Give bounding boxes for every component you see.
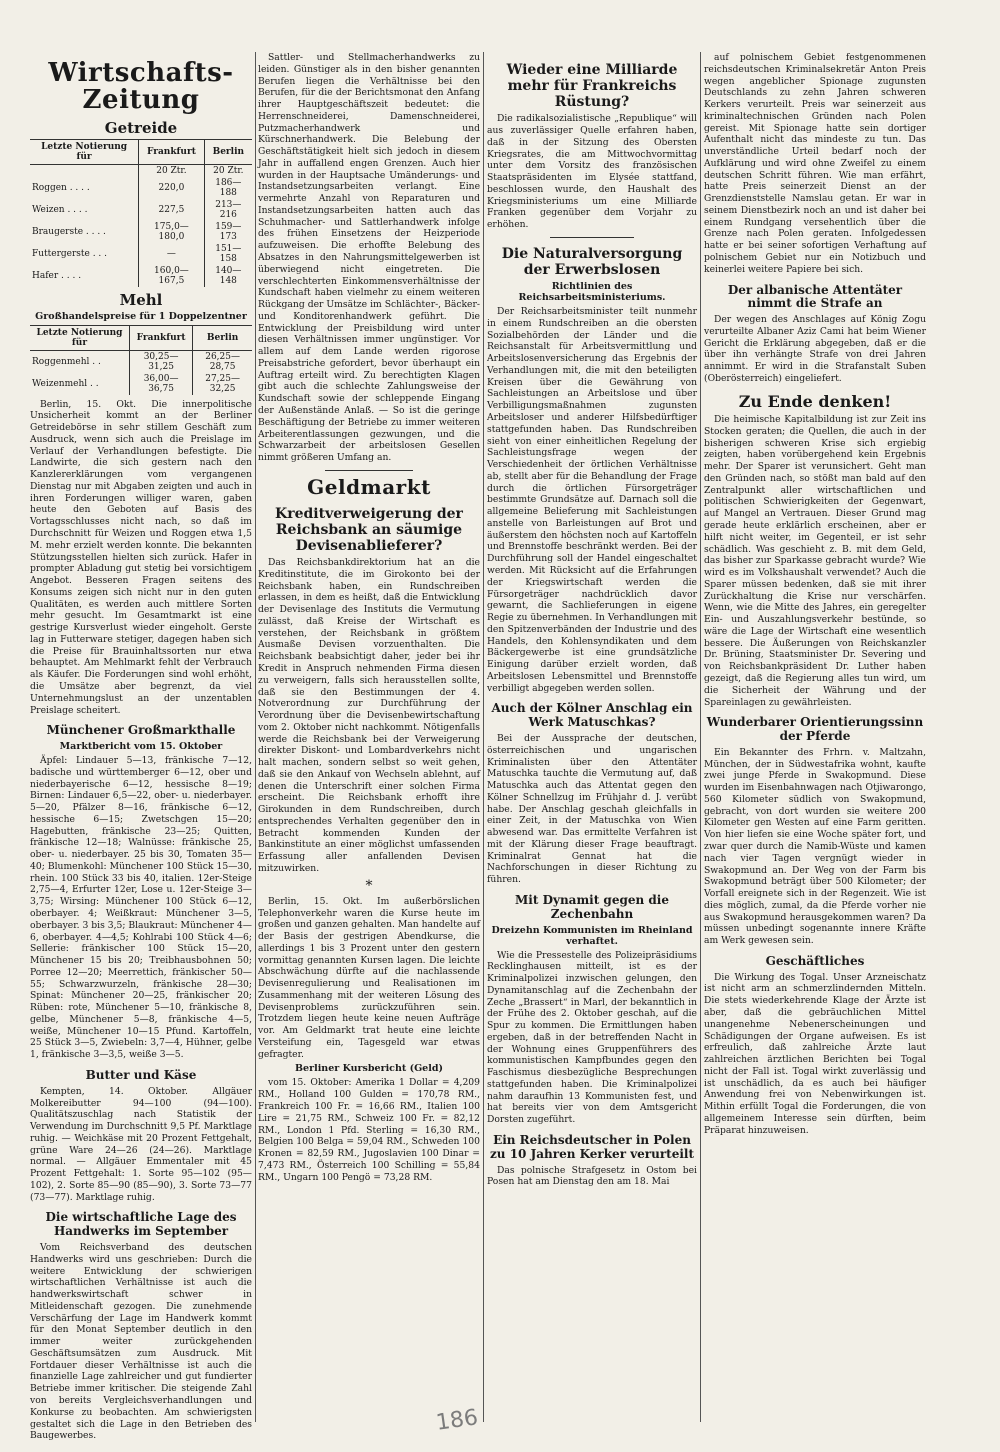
table-cell: 160,0—167,5: [139, 265, 205, 287]
table-header: Berlin: [204, 139, 252, 164]
column-1: [30, 52, 252, 1442]
article-body: Äpfel: Lindauer 5—13, fränkische 7—12, badische und württemberger 6—12, ober und niederbayerische 6—12, hessische 8—19; Birnen: Lindauer 6,5—22, ober- u. niederbayer. 5—20, Pfälzer 8—16, fränkische 6—12, hessische 6—15; Zwetschgen 15—20; Hagebutten, fränkische 23—25; Quitten, fränkische 12—18; Walnüsse: fränkische 25, ober- u. niederbayer. 25 bis 30, Tomaten 35—40; Blumenkohl: Münchener 100 Stück 15—30, rhein. 100 Stück 33 bis 40, italien. 12er-Steige 2,75—4, Erfurter 12er, Lose u. 12er-Steige 3—3,75; Wirsing: Münchener 100 Stück 6—12, oberbayer. 4; Weißkraut: Münchener 3—5, oberbayer. 3 bis 3,5; Blaukraut: Münchener 4—6, oberbayer. 4—4,5; Kohlrabi 100 Stück 4—6; Sellerie: fränkischer 100 Stück 15—20, Münchener 15 bis 20; Treibhausbohnen 50; Porree 12—20; Meerrettich, fränkischer 50—55; Schwarzwurzeln, fränkische 28—30; Spinat: Münchener 20—25, fränkischer 20; Rüben: rote, Münchener 5—10, fränkische 8, gelbe, Münchener 5—8, fränkische 4—5, weiße, Münchener 10—15 Pfund. Kartoffeln, 25 Stück 3—5, Zwiebeln: 3,7—4, Hühner, gelbe 1, fränkische 3—3,5, weiße 3—5.: [30, 755, 252, 1061]
article-heading: Butter und Käse: [85, 1067, 197, 1082]
table-row: [30, 350, 252, 373]
article-body: Kempten, 14. Oktober. Allgäuer Molkereibutter 94—100 (94—100). Qualitätszuschlag nach Statistik der Verwendung im Durchschnitt 9,5 Pf. Marktlage ruhig. — Weichkäse mit 20 Prozent Fettgehalt, grüne Ware 24—26 (24—26). Marktlage normal. — Allgäuer Emmentaler mit 45 Prozent Fettgehalt: 1. Sorte 95—102 (95—102), 2. Sorte 85—90 (85—90), 3. Sorte 73—77 (73—77). Marktlage ruhig.: [30, 1085, 252, 1203]
table-cell: 20 Ztr.: [204, 164, 252, 177]
article-body: Das polnische Strafgesetz in Ostom bei Posen hat am Dienstag den am 18. Mai: [487, 1164, 697, 1188]
table-cell: Weizen . . . .: [32, 204, 88, 215]
table-cell: 27,25—32,25: [193, 373, 252, 395]
column-rule: [700, 52, 701, 1422]
article-body: Vom Reichsverband des deutschen Handwerks wird uns geschrieben: Durch die weitere Entwicklung der schwierigen wirtschaftlichen Verhältnisse ist auch die handwerkswirtschaft schwer in Mitleidenschaft gezogen. Die zunehmende Verschärfung der Lage im Handwerk kommt für den Monat September deutlich in den immer weiter zurückgehenden Geschäftsumsätzen zum Ausdruck. Mit Fortdauer dieser Verhältnisse ist auch die finanzielle Lage zahlreicher und gut fundierter Betriebe immer kritischer. Die steigende Zahl von bereits Vergleichsverhandlungen und Konkurse zu beobachten. Am schwierigsten gestaltet sich die Lage in den Betrieben des Baugewerbes.: [30, 1242, 252, 1442]
getreide-heading: Getreide: [104, 118, 178, 137]
table-header: Letzte Notierung für: [30, 325, 129, 350]
article-body: Das Reichsbankdirektorium hat an die Kreditinstitute, die im Girokonto bei der Reichsbank haben, ein Rundschreiben erlassen, in dem es heißt, daß die Entwicklung der Devisenlage des Instituts die Vermutung zulässt, daß Kreise der Wirtschaft es verstehen, der Reichsbank in größtem Ausmaße Devisen vorzuenthalten. Die Reichsbank beabsichtigt daher, jeder bei ihr Kredit in Anspruch nehmenden Firma diesen zu verweigern, falls sich herausstellen sollte, daß sie den Bestimmungen der 4. Notverordnung zur Durchführung der Verordnung über die Devisenbewirtschaftung vom 2. Oktober nicht nachkommt. Nötigenfalls werde die Reichsbank bei der Verweigerung direkter Diskont- und Lombardverkehrs nicht halt machen, sondern selbst so weit gehen, daß sie den Ankauf von Wechseln ablehnt, auf denen die Unterschrift einer solchen Firma erscheint. Die Reichsbank erhofft ihre Girokunden in dem Rundschreiben, durch entsprechendes Verhalten gegenüber den in Betracht kommenden Kunden der Bankinstitute an einer möglichst umfassenden Erfassung aller anfallenden Devisen mitzuwirken.: [258, 557, 480, 874]
article-heading: Der albanische Attentäter nimmt die Strafe an: [727, 282, 903, 311]
table-header: Letzte Notierung für: [30, 139, 139, 164]
article-heading: Zu Ende denken!: [738, 391, 892, 411]
table-row: [30, 221, 252, 243]
article-heading: Die Naturalversorgung der Erwerbslosen: [501, 245, 683, 279]
column-4: [704, 52, 926, 1422]
table-row: [30, 177, 252, 199]
article-body: Sattler- und Stellmacherhandwerks zu leiden. Günstiger als in den bisher genannten Berufen liegen die Verhältnisse bei den Berufen, für die der Berichtsmonat den Anfang ihrer Hauptgeschäftszeit bedeutet: die Herrenschneiderei, Damenschneiderei, Putzmacherhandwerk und Kürschnerhandwerk. Die Belebung der Geschäftstätigkeit hielt sich jedoch in diesem Jahr in auffallend engen Grenzen. Auch hier wurden in der Hauptsache Umänderungs- und Instandsetzungsarbeiten verlangt. Eine vermehrte Anzahl von Reparaturen und Instandsetzungsarbeiten hatten auch das Schuhmacher- und Sattlerhandwerk infolge des frühen Einsetzens der Heizperiode aufzuweisen. Die erhoffte Belebung des Absatzes in den Nahrungsmittelgewerben ist überwiegend nicht eingetreten. Die verschlechterten Einkommensverhältnisse der Kundschaft haben vielmehr zu einem weiteren Rückgang der Umsätze im Schlächter-, Bäcker- und Konditorenhandwerk geführt. Die Entwicklung der Preisbildung wird unter diesen Verhältnissen immer ungünstiger. Vor allem auf dem Lande werden rigorose Preisabstriche gefordert, bevor überhaupt ein Auftrag erteilt wird. Zu berechtigten Klagen gibt auch die schlechte Zahlungsweise der Kundschaft sowie der schleppende Eingang der Außenstände Anlaß. — So ist die geringe Beschäftigung der Betriebe zu immer weiteren Arbeiterentlassungen gezwungen, und die Schwarzarbeit der arbeitslosen Gesellen nimmt größeren Umfang an.: [258, 52, 480, 464]
article-heading: Münchener Großmarkthalle: [46, 723, 236, 738]
table-cell: 186—188: [204, 177, 252, 199]
masthead: Wirtschafts-Zeitung: [48, 58, 234, 116]
column-rule: [255, 52, 256, 1422]
table-cell: 20 Ztr.: [139, 164, 205, 177]
geldmarkt-heading: Geldmarkt: [307, 474, 431, 499]
mehl-heading: Mehl: [119, 290, 163, 309]
article-body: Berlin, 15. Okt. Die innerpolitische Unsicherheit kommt an der Berliner Getreidebörse in sehr stillem Geschäft zum Ausdruck, wenn sich auch die Preislage im Verlauf der Verhandlungen befestigte. Die Landwirte, die sich gestern nach den Kanzlererklärungen vom vergangenen Dienstag nur mit Abgaben zeigten und auch in ihren Forderungen williger waren, gaben heute den Geboten auf Basis des Vortagsschlusses nicht nach, so daß im Durchschnitt für Weizen und Roggen etwa 1,5 M. mehr erzielt werden konnte. Die bekannten Stützungsstellen hielten sich zurück. Hafer in prompter Abladung gut stetig bei vorsichtigem Angebot. Besseren Fragen seitens des Konsums zeigen sich nicht nur in den guten Qualitäten, es werden auch mittlere Sorten mehr gesucht. Im Gesamtmarkt ist eine gestrige Kursverlust wieder eingeholt. Gerste lag in Futterware stetiger, dagegen haben sich die Preise für Brauinhaltssorten nur etwa behauptet. Am Mehlmarkt fehlt der Verbrauch als Käufer. Die Forderungen sind wohl erhöht, die Umsätze aber begrenzt, da viel Unternehmungslust an der unzentablen Preislage scheitert.: [30, 398, 252, 716]
article-body: Die Wirkung des Togal. Unser Arzneischatz ist nicht arm an schmerzlindernden Mitteln. Die stets wiederkehrende Klage der Ärzte ist aber, daß die gebräuchlichen Mittel unangenehme Nebenerscheinungen und Schädigungen der Organe aufweisen. Es ist erfreulich, daß zahlreiche Ärzte laut zahlreichen ärztlichen Berichten bei Togal nicht der Fall ist. Togal wirkt zuverlässig und ist unschädlich, da es auch bei häufiger Anwendung frei von Nebenwirkungen ist. Mithin erfüllt Togal die Forderungen, die von allgemeinem Interesse sein dürften, beim Präparat hinzuweisen.: [704, 971, 926, 1136]
article-heading: Wieder eine Milliarde mehr für Frankreichs Rüstung?: [506, 62, 678, 111]
column-rule: [483, 52, 484, 1422]
table-cell: Weizenmehl . .: [32, 378, 99, 389]
table-cell: 30,25—31,25: [129, 350, 192, 373]
table-cell: —: [139, 243, 205, 265]
column-3: [487, 52, 697, 1422]
table-cell: 159—173: [204, 221, 252, 243]
article-body: Wie die Pressestelle des Polizeipräsidiums Recklinghausen mitteilt, ist es der Kriminalpolizei inzwischen gelungen, den Dynamitanschlag auf die Zechenbahn der Zeche „Brassert“ in Marl, der bekanntlich in der Frühe des 2. Oktober geschah, auf die Spur zu kommen. Die Ermittlungen haben ergeben, daß in der betreffenden Nacht in der Wohnung eines Gruppenführers des kommunistischen Kampfbundes gegen den Faschismus diesbezügliche Besprechungen stattgefunden haben. Die Kriminalpolizei nahm daraufhin 13 Kommunisten fest, und hat bereits vier von dem Amtsgericht Dorsten zugeführt.: [487, 949, 697, 1126]
table-cell: Futtergerste . . .: [32, 248, 108, 259]
article-heading: Die wirtschaftliche Lage des Handwerks im September: [45, 1210, 237, 1239]
table-cell: [30, 164, 139, 177]
table-header: Berlin: [193, 325, 252, 350]
article-body: Berlin, 15. Okt. Im außerbörslichen Telephonverkehr waren die Kurse heute im großen und ganzen gehalten. Man handelte auf der Basis der gestrigen Abendkurse, die allerdings 1 bis 3 Prozent unter den gestern vormittag genannten Kursen lagen. Die leichte Abschwächung dürfte auf die nachlassende Devisenregulierung und Realisationen im Zusammenhang mit der weiteren Lösung des Devisenproblems zurückzuführen sein. Trotzdem liegen heute keine neuen Aufträge vor. Am Geldmarkt trat heute eine leichte Versteifung ein, Tagesgeld war etwas gefragter.: [258, 895, 480, 1060]
mehl-subtitle: Großhandelspreise für 1 Doppelzentner: [35, 310, 247, 322]
article-subheading: Berliner Kursbericht (Geld): [295, 1063, 443, 1075]
getreide-table: [30, 139, 252, 287]
article-body: Bei der Aussprache der deutschen, österreichischen und ungarischen Kriminalisten über den Attentäter Matuschka tauchte die Vermutung auf, daß Matuschka auch das Attentat gegen den Kölner Schnellzug im Frühjahr d. J. verübt habe. Der Anschlag geschah gleichfalls in einer Zeit, in der Matuschka von Wien abwesend war. Das ermittelte Verfahren ist mit der Klärung dieser Frage beauftragt. Kriminalrat Gennat hat die Nachforschungen in dieser Richtung zu führen.: [487, 732, 697, 886]
table-row: [30, 265, 252, 287]
article-body: Die radikalsozialistische „Republique“ will aus zuverlässiger Quelle erfahren haben, daß in der Sitzung des Obersten Kriegsrates, die am Mittwochvormittag unter dem Vorsitz des französischen Staatspräsidenten im Elysée stattfand, beschlossen wurde, den Haushalt des Kriegsministeriums um eine Milliarde Franken gegenüber dem Vorjahr zu erhöhen.: [487, 113, 697, 231]
article-heading: Geschäftliches: [765, 953, 865, 968]
table-cell: 140—148: [204, 265, 252, 287]
article-subheading: Marktbericht vom 15. Oktober: [59, 741, 223, 753]
article-heading: Wunderbarer Orientierungssinn der Pferde: [706, 715, 924, 744]
mehl-table: [30, 325, 252, 395]
divider: [325, 470, 414, 471]
article-heading: Mit Dynamit gegen die Zechenbahn: [515, 892, 669, 921]
table-cell: 151—158: [204, 243, 252, 265]
table-header: Frankfurt: [139, 139, 205, 164]
divider: [550, 237, 634, 238]
article-body: Ein Bekannter des Frhrn. v. Maltzahn, München, der in Südwestafrika wohnt, kaufte zwei junge Pferde in Swakopmund. Diese wurden im Eisenbahnwagen nach Otjiwarongo, 560 Kilometer südlich von Swakopmund, gebracht, von dort wurden sie weitere 200 Kilometer gen Westen auf eine Farm geritten. Von hier liefen sie eine Woche später fort, und zwar quer durch die Namib-Wüste und kamen nach vier Tagen vergnügt wieder in Swakopmund an. Der Weg von der Farm bis Swakopmund beträgt über 500 Kilometer; der Vorfall ereignete sich in der Regenzeit. Wie ist dies möglich, zumal, da die Pferde vorher nie aus Swakopmund herausgekommen waren? Da müssen unbedingt sogenannte innere Kräfte am Werk gewesen sein.: [704, 746, 926, 947]
table-row: [30, 199, 252, 221]
table-cell: Roggenmehl . .: [32, 356, 101, 367]
table-cell: Braugerste . . . .: [32, 226, 106, 237]
table-cell: 175,0—180,0: [139, 221, 205, 243]
table-cell: 213—216: [204, 199, 252, 221]
table-row: [30, 373, 252, 395]
table-cell: 36,00—36,75: [129, 373, 192, 395]
table-cell: 26,25—28,75: [193, 350, 252, 373]
article-body: Die heimische Kapitalbildung ist zur Zeit ins Stocken geraten; die Quellen, die auch in der bisherigen schweren Krise sich ergiebig zeigten, haben vorübergehend kein Ergebnis mehr. Der Sparer ist verunsichert. Geht man den Gründen nach, so stößt man bald auf den Zentralpunkt aller wirtschaftlichen und politischen Schwierigkeiten der Gegenwart, auf Mangel an Vertrauen. Dieser Grund mag gerade heute erklärlich erscheinen, aber er hilft nicht weiter, im Gegenteil, er ist sehr schädlich. Was geschieht z. B. mit dem Geld, das bisher zur Sparkasse gebracht wurde? Wie wird es im Volkshaushalt verwendet? Auch die Sparer müssen bedenken, daß sie mit ihrer Zurückhaltung die Krise nur verschärfen. Wenn, wie die Mitte des Jahres, ein geregelter Ein- und Auszahlungsverkehr bestünde, so wäre die Lage der Wirtschaft eine wesentlich bessere. Die Äußerungen von Reichskanzler Dr. Brüning, Staatsminister Dr. Severing und von Reichsbankpräsident Dr. Luther haben gezeigt, daß die Regierung alles tun wird, um die Sicherheit der Währung und der Spareinlagen zu gewährleisten.: [704, 414, 926, 708]
article-body: Der wegen des Anschlages auf König Zogu verurteilte Albaner Aziz Cami hat beim Wiener Gericht die Erklärung abgegeben, daß er die über ihn verhängte Strafe von drei Jahren annimmt. Er wird in die Strafanstalt Suben (Oberösterreich) eingeliefert.: [704, 314, 926, 384]
article-subheading: Richtlinien des Reichsarbeitsministeriums.: [518, 281, 666, 304]
article-body: auf polnischem Gebiet festgenommenen reichsdeutschen Kriminalsekretär Anton Preis wegen angeblicher Spionage zugunsten Deutschlands zu zehn Jahren schweren Kerkers verurteilt. Preis war seinerzeit aus kriminaltechnischen Gründen nach Polen gereist. Mit Spionage hatte sein dortiger Aufenthalt nicht das mindeste zu tun. Das unverständliche Urteil bedarf noch der Aufklärung und wird ohne Zweifel zu einem deutschen Schritt führen. Wie man erfährt, hatte Preis seinerzeit Dienst an der Grenzdienststelle Namslau getan. Er war in seinem Dienstbezirk noch an und ist daher bei einem Rundgang versehentlich über die Grenze nach Polen geraten. Infolgedessen hatte er bei seiner sofortigen Verhaftung auf polnischem Gebiet nur ein Notizbuch und keinerlei weitere Papiere bei sich.: [704, 52, 926, 275]
article-body: vom 15. Oktober: Amerika 1 Dollar = 4,209 RM., Holland 100 Gulden = 170,78 RM., Frankreich 100 Fr. = 16,66 RM., Italien 100 Lire = 21,75 RM., Schweiz 100 Fr. = 82,12 RM., London 1 Pfd. Sterling = 16,30 RM., Belgien 100 Belga = 59,04 RM., Schweden 100 Kronen = 82,59 RM., Jugoslavien 100 Dinar = 7,473 RM., Österreich 100 Schilling = 55,84 RM., Ungarn 100 Pengö = 73,28 RM.: [258, 1077, 480, 1183]
article-heading: Ein Reichsdeutscher in Polen zu 10 Jahren Kerker verurteilt: [489, 1133, 695, 1161]
column-2: [258, 52, 480, 1422]
table-header: Frankfurt: [129, 325, 192, 350]
article-body: Der Reichsarbeitsminister teilt nunmehr in einem Rundschreiben an die obersten Sozialbehörden der Länder und die Reichsanstalt für Arbeitsvermittlung und Arbeitslosenversicherung das Ergebnis der Verhandlungen mit, die mit den beteiligten Kreisen über die Gewährung von Sachleistungen an Arbeitslose und über Verbilligungsmaßnahmen zugunsten Arbeitsloser und anderer Hilfsbedürftiger stattgefunden haben. Das Rundschreiben sieht von einer einheitlichen Regelung der Sachleistungsfrage wegen der Verschiedenheit der örtlichen Verhältnisse ab, stellt aber für die Behandlung der Frage durch die örtlichen Fürsorgeträger bestimmte Grundsätze auf. Darnach soll die allgemeine Belieferung mit Sachleistungen anstelle von Barleistungen auf Brot und äußerstem den höchsten noch auf Kartoffeln und Brennstoffe beschränkt werden. Bei der Durchführung soll der Handel eingeschaltet werden. Mit Rücksicht auf die Erfahrungen der Kriegswirtschaft werden die Fürsorgeträger nachdrücklich davor gewarnt, die Sachlieferungen in eigene Regie zu übernehmen. In Verhandlungen mit den Spitzenverbänden der Industrie und des Handels, den Kohlensyndikaten und dem Bäckergewerbe ist eine grundsätzliche Einigung darüber erzielt worden, daß Arbeitslosen Lebensmittel und Brennstoffe verbilligt abgegeben werden sollen.: [487, 306, 697, 694]
article-heading: Auch der Kölner Anschlag ein Werk Matuschkas?: [491, 701, 693, 730]
table-cell: Roggen . . . .: [32, 182, 90, 193]
table-cell: 227,5: [139, 199, 205, 221]
separator-star: *: [365, 877, 373, 894]
table-cell: 220,0: [139, 177, 205, 199]
page-number: 186: [434, 1405, 480, 1436]
table-cell: Hafer . . . .: [32, 270, 82, 281]
article-subheading: Dreizehn Kommunisten im Rheinland verhaftet.: [491, 924, 693, 947]
table-row: [30, 243, 252, 265]
article-heading: Kreditverweigerung der Reichsbank an säumige Devisenablieferer?: [275, 505, 463, 554]
